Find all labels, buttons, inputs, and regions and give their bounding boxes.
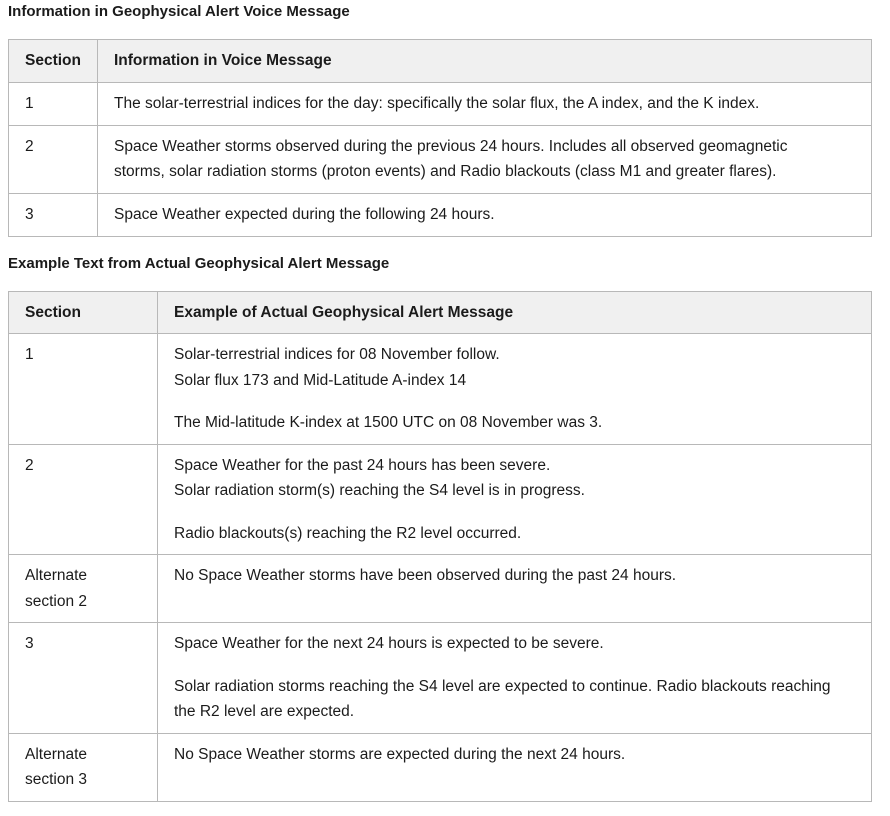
section-line: section 3 — [25, 771, 88, 788]
column-header-example: Example of Actual Geophysical Alert Message — [158, 291, 872, 334]
section-cell — [9, 555, 158, 623]
example-cell — [158, 623, 872, 734]
section-cell: 1 — [9, 334, 158, 445]
section-line: Alternate — [25, 567, 88, 584]
section-line: Alternate — [25, 745, 88, 763]
paragraph-gap — [174, 657, 855, 674]
section-cell: 2 — [9, 444, 158, 555]
example-line: Solar radiation storm(s) reaching the S4 level is in progress. — [174, 482, 585, 499]
example-cell — [158, 733, 872, 801]
table-row — [9, 623, 872, 734]
info-cell — [98, 125, 872, 193]
paragraph-gap — [174, 504, 855, 521]
table-row — [9, 555, 872, 623]
example-line: Solar radiation storms reaching the S4 level are expected to continue. Radio blackouts reaching — [174, 677, 831, 695]
table-row — [9, 193, 872, 236]
example-message-table — [8, 291, 872, 802]
example-line: the R2 level are expected. — [174, 703, 355, 720]
paragraph-gap — [174, 393, 855, 410]
table-row — [9, 444, 872, 555]
example-line: The Mid-latitude K-index at 1500 UTC on 08 November was 3. — [174, 414, 603, 431]
example-cell — [158, 334, 872, 445]
table-row — [9, 334, 872, 445]
example-line: Solar-terrestrial indices for 08 November follow. — [174, 346, 500, 363]
info-cell: The solar-terrestrial indices for the day: specifically the solar flux, the A index, and the K index. — [98, 82, 872, 125]
section-cell: 3 — [9, 623, 158, 734]
info-line: storms, solar radiation storms (proton events) and Radio blackouts (class M1 and greater flares). — [114, 163, 777, 180]
section-cell: 1 — [9, 82, 98, 125]
example-cell — [158, 555, 872, 623]
section-cell: 3 — [9, 193, 98, 236]
column-header-section: Section — [9, 40, 98, 83]
section-cell — [9, 733, 158, 801]
info-line: Space Weather storms observed during the previous 24 hours. Includes all observed geomagnetic — [114, 137, 788, 155]
column-header-section: Section — [9, 291, 158, 334]
table-header-row — [9, 40, 872, 83]
table-row — [9, 733, 872, 801]
example-line: Space Weather for the next 24 hours is expected to be severe. — [174, 635, 604, 652]
example-line: Solar flux 173 and Mid-Latitude A-index 14 — [174, 371, 467, 389]
example-table-caption: Example Text from Actual Geophysical Alert Message — [8, 254, 390, 272]
example-line: Radio blackouts(s) reaching the R2 level occurred. — [174, 524, 522, 542]
section-line: section 2 — [25, 592, 88, 610]
section-cell: 2 — [9, 125, 98, 193]
example-cell — [158, 444, 872, 555]
table-row — [9, 82, 872, 125]
column-header-info: Information in Voice Message — [98, 40, 872, 83]
voice-table-caption: Information in Geophysical Alert Voice Message — [8, 3, 350, 20]
example-line: No Space Weather storms are expected during the next 24 hours. — [174, 745, 626, 763]
table-row — [9, 125, 872, 193]
info-cell: Space Weather expected during the following 24 hours. — [98, 193, 872, 236]
example-line: No Space Weather storms have been observed during the past 24 hours. — [174, 567, 677, 584]
example-line: Space Weather for the past 24 hours has been severe. — [174, 456, 551, 474]
table-header-row — [9, 291, 872, 334]
voice-message-table — [8, 39, 872, 237]
